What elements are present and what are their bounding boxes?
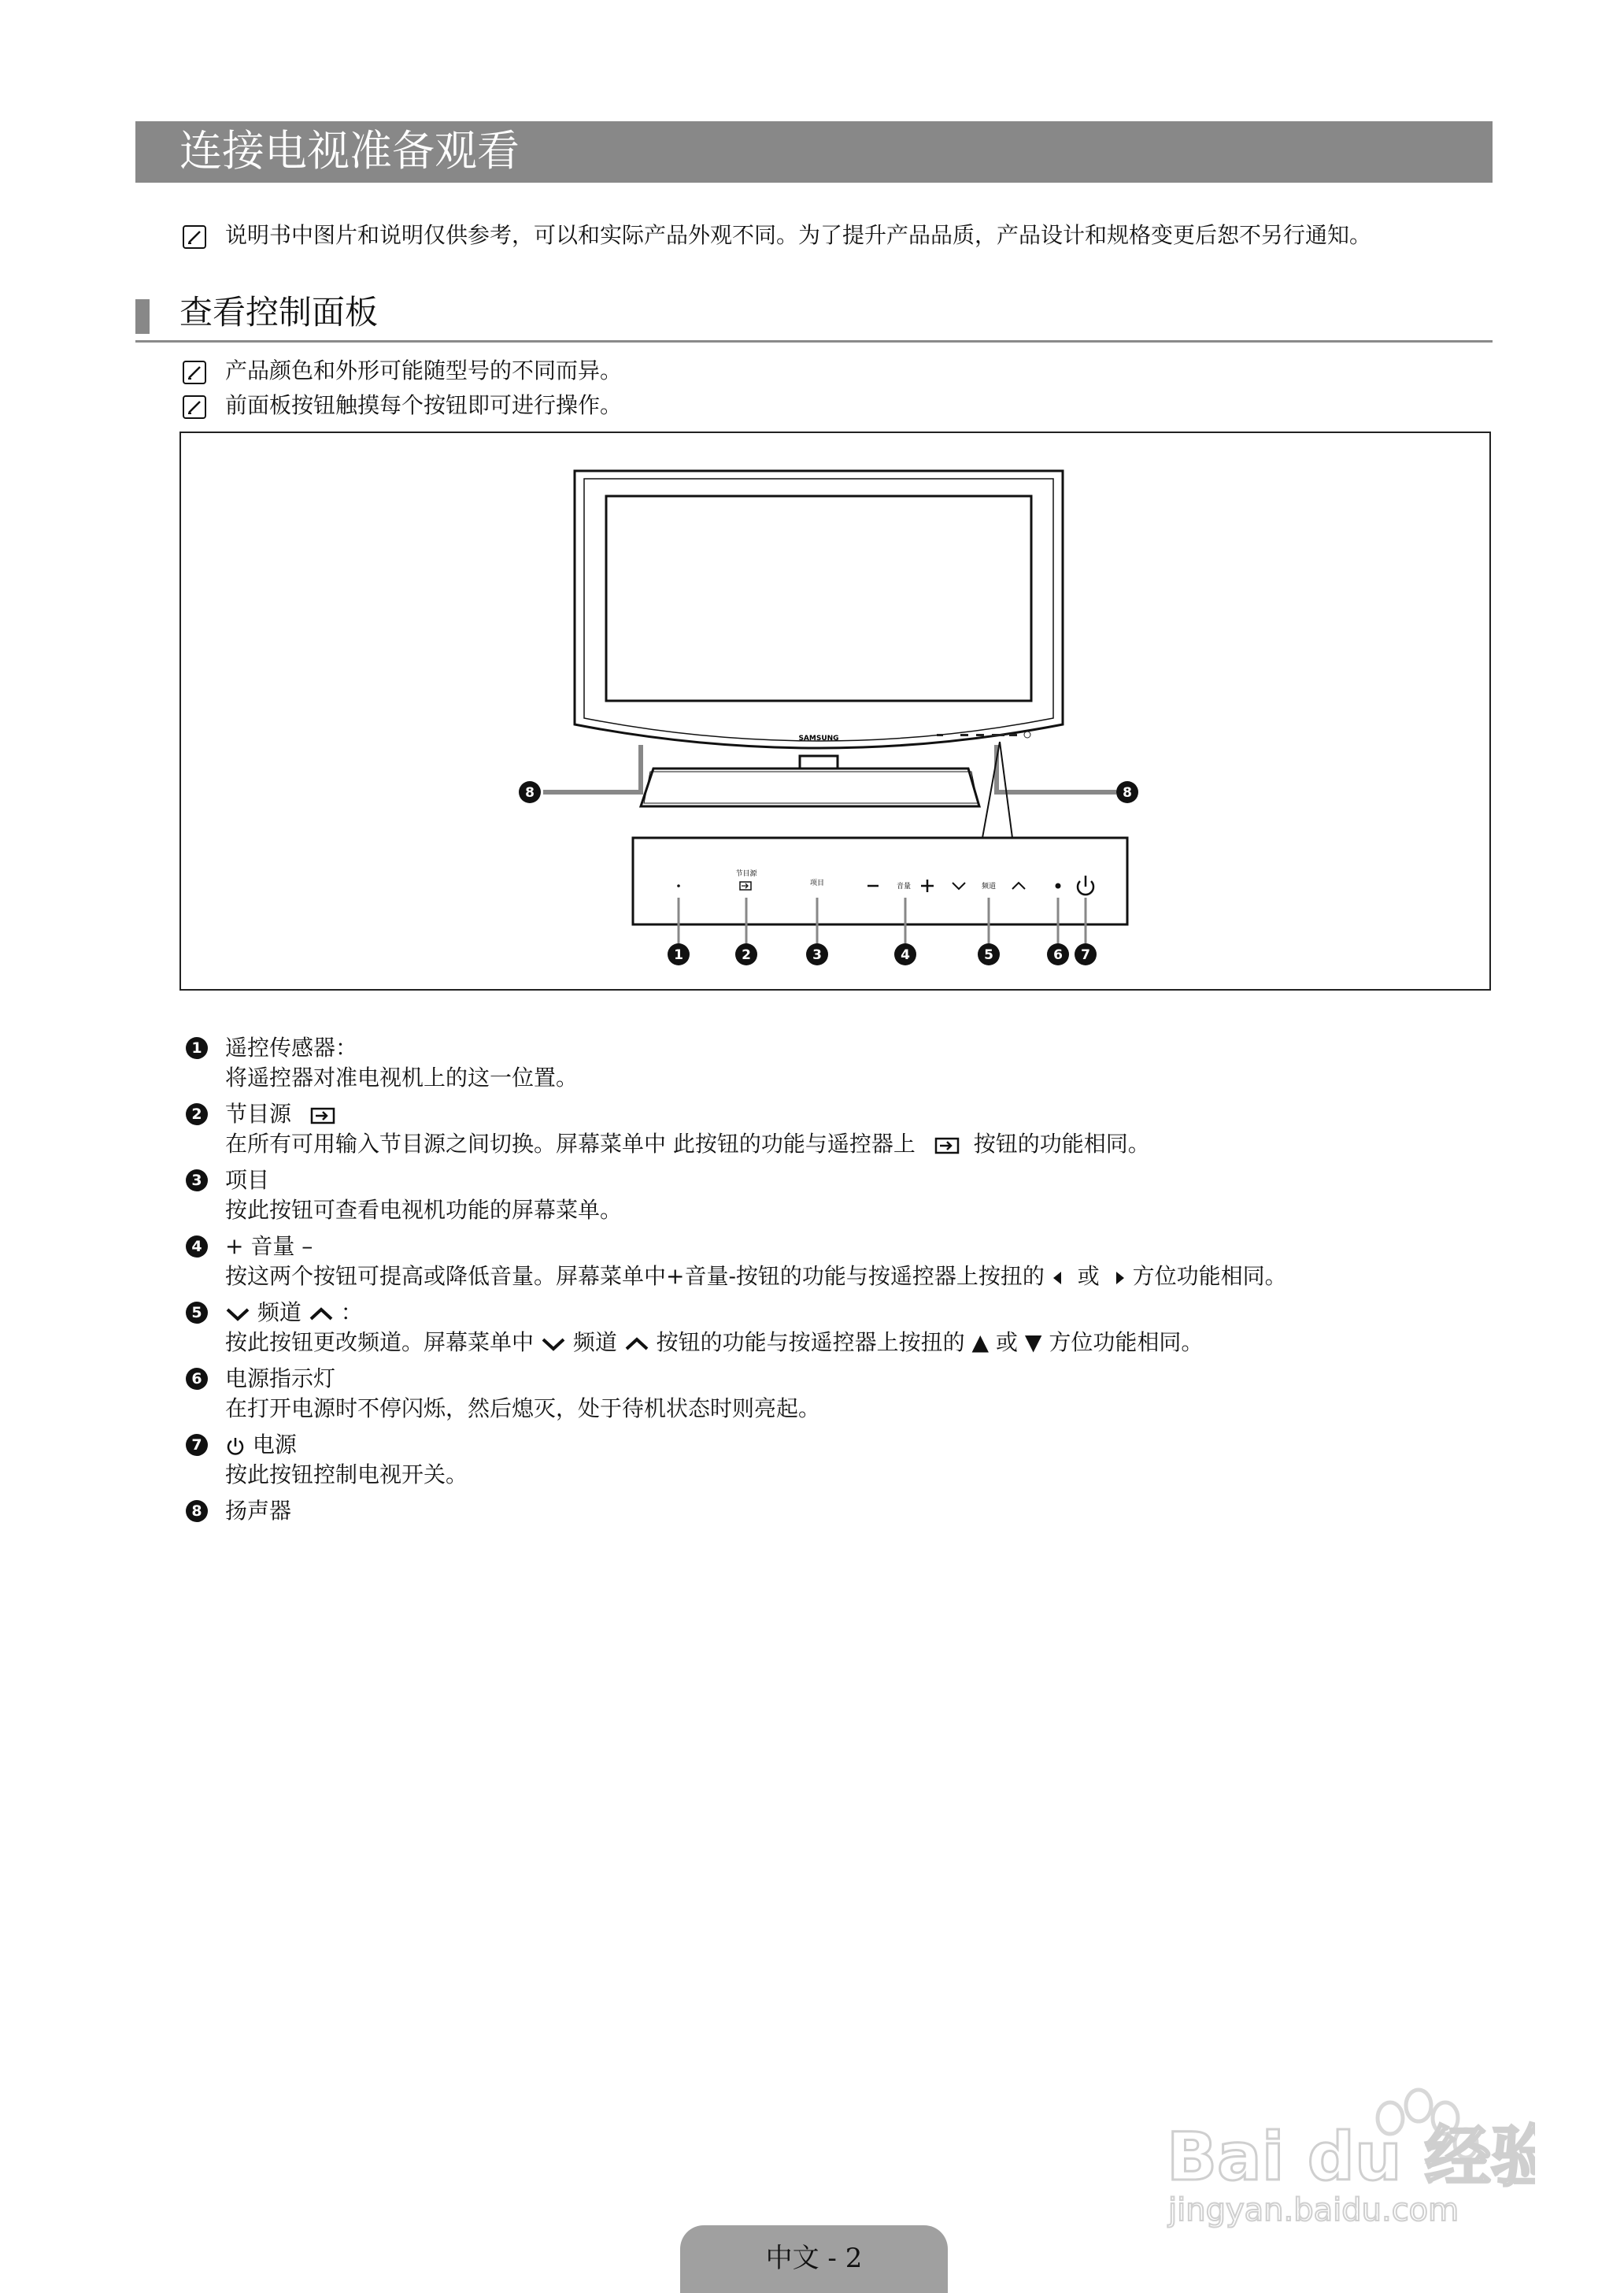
svg-text:8: 8	[525, 785, 535, 801]
power-icon	[225, 1436, 246, 1457]
item-title: 频道	[257, 1299, 301, 1325]
callout-6	[1047, 943, 1069, 965]
item-title: 项目	[225, 1167, 270, 1193]
note-icon	[183, 361, 206, 384]
item-desc: 按此按钮可查看电视机功能的屏幕菜单。	[225, 1197, 623, 1223]
item-number: 1	[186, 1037, 208, 1059]
svg-text:5: 5	[984, 947, 993, 963]
section-mark	[135, 299, 150, 334]
svg-text:2: 2	[742, 947, 751, 963]
svg-text:7: 7	[1081, 947, 1090, 963]
chevron-down-icon	[225, 1306, 250, 1322]
svg-text:6: 6	[1053, 947, 1063, 963]
tv-screen	[606, 496, 1031, 701]
watermark-url: jingyan.baidu.com	[1168, 2192, 1459, 2228]
note-icon	[183, 225, 206, 249]
item-desc-end: 按钮的功能相同。	[973, 1131, 1150, 1157]
chevron-up-icon	[624, 1336, 649, 1352]
svg-text:1: 1	[674, 947, 683, 963]
tv-stand-base	[641, 769, 979, 806]
item-desc-end: 方位功能相同。	[1132, 1263, 1287, 1289]
item-desc: 按此按钮控制电视开关。	[225, 1461, 468, 1487]
callout-2	[735, 943, 757, 965]
chevron-down-icon	[541, 1336, 566, 1352]
page-number: 中文 - 2	[765, 2243, 863, 2274]
item-number: 6	[186, 1368, 208, 1390]
svg-text:3: 3	[812, 947, 822, 963]
section-title: 查看控制面板	[179, 293, 379, 332]
control-panel-enlarged	[633, 838, 1127, 924]
svg-text:项目: 项目	[809, 880, 825, 887]
note-icon	[183, 395, 206, 419]
svg-text:节目源: 节目源	[735, 870, 757, 878]
item-desc: 在所有可用输入节目源之间切换。屏幕菜单中 此按钮的功能与遥控器上	[225, 1131, 916, 1157]
svg-text:4: 4	[901, 947, 910, 963]
speaker-left-leader	[543, 745, 641, 792]
item-title: 遥控传感器：	[225, 1035, 358, 1061]
page-title-bar	[135, 121, 1493, 183]
source-input-icon	[934, 1136, 960, 1155]
item-title: 扬声器	[225, 1498, 292, 1524]
item-title-colon: ：	[340, 1299, 363, 1325]
watermark-logo: Bai du 经验	[1167, 2118, 1535, 2195]
item-desc-channel: 频道	[572, 1329, 617, 1355]
section-note-2: 前面板按钮触摸每个按钮即可进行操作。	[225, 392, 623, 418]
item-title: 节目源	[225, 1101, 292, 1127]
power-indicator-mark	[1056, 883, 1061, 889]
callout-1	[668, 943, 690, 965]
svg-text:音量: 音量	[896, 883, 912, 891]
item-number: 2	[186, 1103, 208, 1125]
speaker-right-leader	[997, 745, 1116, 792]
section-note-1: 产品颜色和外形可能随型号的不同而异。	[225, 357, 623, 383]
source-input-icon	[309, 1106, 336, 1125]
baidu-watermark	[1157, 2071, 1535, 2228]
chevron-up-icon	[309, 1306, 334, 1322]
item-number: 8	[186, 1500, 208, 1522]
section-heading	[135, 293, 1493, 343]
item-desc: 按这两个按钮可提高或降低音量。屏幕菜单中+音量-按钮的功能与按遥控器上按扭的	[225, 1263, 1045, 1289]
callout-5	[978, 943, 1000, 965]
item-title: + 音量 –	[225, 1233, 313, 1259]
item-number: 5	[186, 1302, 208, 1324]
item-number: 3	[186, 1169, 208, 1191]
control-panel-figure	[179, 432, 1491, 991]
callout-7	[1075, 943, 1097, 965]
item-desc: 在打开电源时不停闪烁，然后熄灭，处于待机状态时则亮起。	[225, 1395, 821, 1421]
page-footer-tab	[680, 2225, 948, 2293]
page-title: 连接电视准备观看	[179, 126, 520, 176]
tv-brand: SAMSUNG	[798, 735, 839, 743]
svg-text:8: 8	[1123, 785, 1132, 801]
callout-4	[894, 943, 916, 965]
remote-sensor-mark	[677, 884, 680, 887]
callout-3	[806, 943, 828, 965]
item-number: 7	[186, 1434, 208, 1456]
item-title: 电源指示灯	[225, 1365, 336, 1391]
arrow-right-icon	[1115, 1270, 1126, 1286]
svg-text:频道: 频道	[981, 883, 997, 891]
item-desc-end: 按钮的功能与按遥控器上按扭的 ▲ 或 ▼ 方位功能相同。	[656, 1329, 1204, 1355]
item-desc: 按此按钮更改频道。屏幕菜单中	[225, 1329, 535, 1355]
item-number: 4	[186, 1235, 208, 1258]
arrow-left-icon	[1052, 1270, 1063, 1286]
item-desc: 将遥控器对准电视机上的这一位置。	[225, 1065, 579, 1091]
item-desc-or: 或	[1077, 1263, 1100, 1289]
item-title: 电源	[252, 1432, 297, 1458]
notice-text: 说明书中图片和说明仅供参考，可以和实际产品外观不同。为了提升产品品质，产品设计和规格变更后恕不另行通知。	[225, 222, 1372, 248]
